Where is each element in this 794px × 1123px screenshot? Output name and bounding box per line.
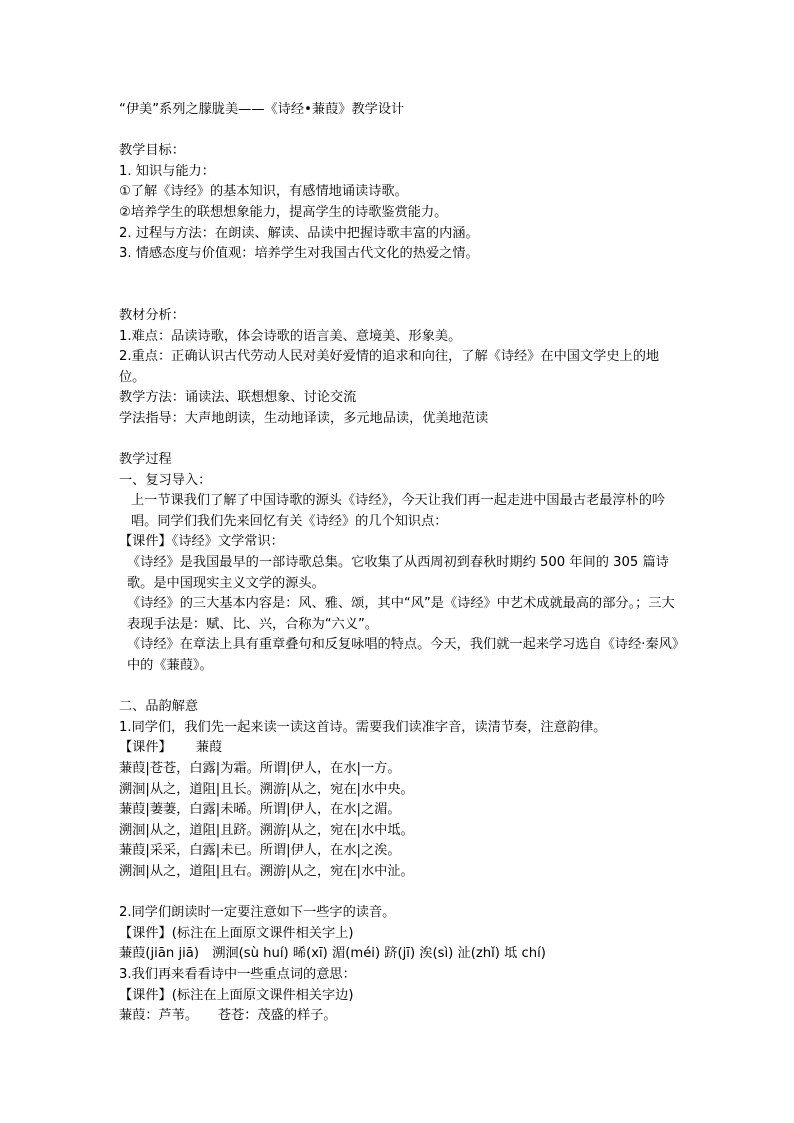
courseware-note-3: 【课件】(标注在上面原文课件相关字边)	[119, 987, 354, 1003]
knowledge-item-1: ①了解《诗经》的基本知识，有感情地诵读诗歌。	[119, 184, 408, 200]
knowledge-label: 1. 知识与能力：	[119, 163, 215, 179]
study-guidance: 学法指导：大声地朗读，生动地译读，多元地品读，优美地范读	[119, 410, 489, 426]
section1-intro: 上一节课我们了解了中国诗歌的源头《诗经》，今天让我们再一起走进中国最古老最淳朴的吟唱。同学们我们先来回忆有关《诗经》的几个知识点：	[131, 493, 666, 529]
poem-title-line	[119, 738, 679, 759]
courseware-label: 【课件】《诗经》文学常识：	[119, 534, 284, 550]
shijing-para-3: 《诗经》在章法上具有重章叠句和反复咏唱的特点。今天，我们就一起来学习选自《诗经·秦风》中的《蒹葭》。	[127, 637, 679, 674]
shijing-para-1: 《诗经》是我国最早的一部诗歌总集。它收集了从西周初到春秋时期约 500 年间的 305 篇诗歌。是中国现实主义文学的源头。	[127, 555, 669, 591]
poem-line: 溯洄|从之，道阻|且右。溯游|从之，宛在|水中沚。	[119, 863, 414, 879]
document-title: “伊美”系列之朦胧美——《诗经•蒹葭》教学设计	[119, 102, 405, 117]
poem-line: 蒹葭|采采，白露|未已。所谓|伊人，在水|之涘。	[119, 843, 401, 859]
process-method-objective: 2. 过程与方法：在朗读、解读、品读中把握诗歌丰富的内涵。	[119, 225, 479, 241]
difficulty-point: 1.难点：品读诗歌，体会诗歌的语言美、意境美、形象美。	[119, 328, 462, 344]
courseware-label: 【课件】	[119, 740, 172, 756]
objectives-heading: 教学目标：	[119, 143, 185, 159]
courseware-note-2: 【课件】(标注在上面原文课件相关字上)	[119, 925, 354, 941]
emotion-objective: 3. 情感态度与价值观：培养学生对我国古代文化的热爱之情。	[119, 246, 479, 262]
key-point: 2.重点：正确认识古代劳动人民对美好爱情的追求和向往，了解《诗经》在中国文学史上的地位。	[119, 349, 660, 385]
section1-heading: 一、复习导入：	[119, 472, 212, 488]
step1-text: 1.同学们，我们先一起来读一读这首诗。需要我们读准字音，读清节奏，注意韵律。	[119, 719, 607, 735]
document-body	[119, 100, 679, 1027]
teaching-method: 教学方法：诵读法、联想想象、讨论交流	[119, 390, 357, 406]
spacer	[119, 883, 679, 904]
step3-text: 3.我们再来看看诗中一些重点词的意思：	[119, 966, 356, 982]
section2-heading: 二、品韵解意	[119, 699, 199, 715]
spacer	[119, 265, 679, 286]
pronunciation-list: 蒹葭(jiān jiā) 溯洄(sù huí) 晞(xī) 湄(méi) 跻(jī) 涘(sì) 沚(zhǐ) 坻 chí)	[119, 946, 546, 962]
shijing-para-2: 《诗经》的三大基本内容是：风、雅、颂，其中“风”是《诗经》中艺术成就最高的部分。；三大表现手法是：赋、比、兴，合称为“六义”。	[127, 596, 675, 632]
poem-title: 蒹葭	[195, 740, 223, 756]
poem-line: 溯洄|从之，道阻|且跻。溯游|从之，宛在|水中坻。	[119, 822, 414, 838]
spacer	[119, 285, 679, 306]
poem-line: 溯洄|从之，道阻|且长。溯游|从之，宛在|水中央。	[119, 781, 414, 797]
poem-line: 蒹葭|萋萋，白露|未晞。所谓|伊人，在水|之湄。	[119, 802, 401, 818]
process-heading: 教学过程	[119, 452, 172, 468]
spacer	[119, 430, 679, 451]
poem-line: 蒹葭|苍苍，白露|为霜。所谓|伊人，在水|一方。	[119, 761, 401, 776]
gloss-line: 蒹葭：芦苇。 苍苍：茂盛的样子。	[119, 1008, 337, 1024]
step2-text: 2.同学们朗读时一定要注意如下一些字的读音。	[119, 905, 396, 921]
analysis-heading: 教材分析：	[119, 307, 185, 323]
knowledge-item-2: ②培养学生的联想想象能力，提高学生的诗歌鉴赏能力。	[119, 204, 448, 220]
spacer	[119, 677, 679, 698]
